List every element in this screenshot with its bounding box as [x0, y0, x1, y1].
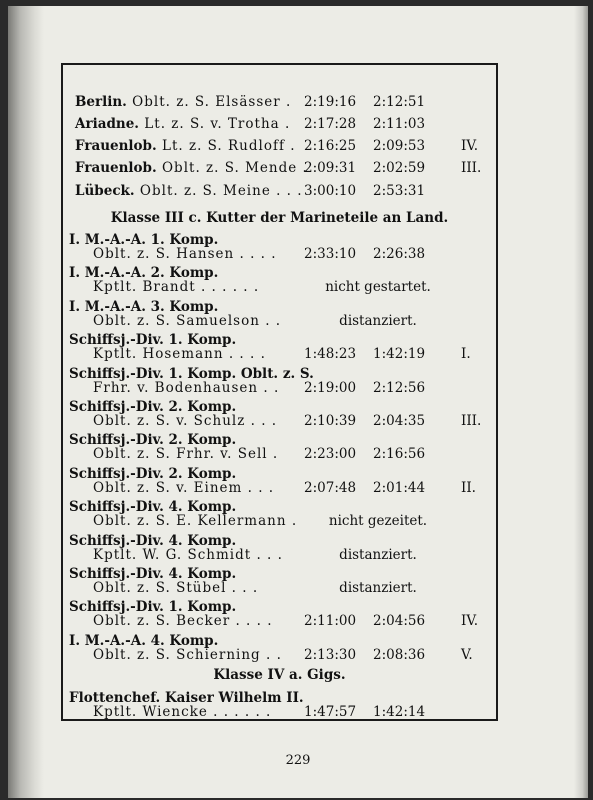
entry-3c-officer: Frhr. v. Bodenhausen . . — [93, 379, 280, 396]
team-name: Ariadne. — [75, 116, 140, 132]
entry-4a-officer: Kptlt. Wiencke . . . . . . — [93, 704, 272, 720]
result-status: distanziert. — [339, 546, 417, 563]
elapsed-time: 2:33:10 — [304, 246, 357, 262]
entry-3c-officer: Oblt. z. S. v. Einem . . . — [93, 479, 275, 496]
entry-3c-team: Schiffsj.-Div. 2. Komp. — [69, 432, 237, 449]
corrected-time: 2:09:53 — [373, 138, 426, 154]
entry-3c-team: Schiffsj.-Div. 1. Komp. — [69, 599, 237, 616]
book-page — [8, 6, 588, 798]
corrected-time: 2:04:35 — [373, 413, 426, 429]
elapsed-time: 2:09:31 — [304, 160, 357, 176]
corrected-time: 2:26:38 — [373, 246, 426, 262]
placing: II. — [461, 479, 476, 496]
results-frame — [61, 63, 498, 721]
placing: III. — [461, 160, 482, 176]
page-number: 229 — [285, 753, 311, 768]
result-row — [75, 183, 303, 199]
officer-name: Oblt. z. S. Mende . — [156, 160, 308, 176]
entry-3c-officer: Kptlt. W. G. Schmidt . . . — [93, 546, 283, 563]
section-heading-3c: Klasse III c. Kutter der Marineteile an Land. — [110, 210, 449, 226]
placing: V. — [461, 646, 473, 663]
elapsed-time: 2:17:28 — [304, 116, 357, 132]
team-name: Lübeck. — [75, 183, 135, 199]
entry-3c-team: Schiffsj.-Div. 4. Komp. — [69, 566, 237, 582]
placing: IV. — [461, 138, 479, 154]
entry-3c-officer: Oblt. z. S. Frhr. v. Sell . — [93, 446, 279, 463]
corrected-time: 2:11:03 — [373, 116, 426, 132]
elapsed-time: 2:07:48 — [304, 479, 357, 496]
elapsed-time: 2:19:16 — [304, 94, 357, 110]
entry-3c-team: I. M.-A.-A. 2. Komp. — [69, 265, 219, 282]
elapsed-time: 2:13:30 — [304, 646, 357, 663]
result-row — [75, 94, 291, 110]
corrected-time: 1:42:14 — [373, 704, 426, 720]
placing: I. — [461, 346, 471, 363]
result-status: nicht gestartet. — [325, 279, 431, 296]
corrected-time: 2:12:51 — [373, 94, 426, 110]
section-heading-4a: Klasse IV a. Gigs. — [213, 667, 346, 683]
officer-name: Lt. z. S. Rudloff . — [156, 138, 296, 154]
elapsed-time: 1:47:57 — [304, 704, 357, 720]
elapsed-time: 2:10:39 — [304, 413, 357, 429]
team-name: Berlin. — [75, 94, 127, 110]
entry-3c-officer: Kptlt. Hosemann . . . . — [93, 346, 266, 363]
elapsed-time: 2:19:00 — [304, 379, 357, 396]
entry-3c-officer: Oblt. z. S. E. Kellermann . — [93, 513, 298, 530]
result-row — [75, 160, 308, 176]
corrected-time: 2:04:56 — [373, 613, 426, 630]
page-edge — [574, 6, 588, 798]
corrected-time: 1:42:19 — [373, 346, 426, 363]
entry-3c-team: Schiffsj.-Div. 2. Komp. — [69, 399, 237, 415]
entry-3c-officer: Oblt. z. S. Becker . . . . — [93, 613, 273, 630]
page-gutter — [8, 6, 44, 798]
placing: IV. — [461, 613, 479, 630]
placing: III. — [461, 413, 482, 429]
entry-3c-officer: Oblt. z. S. Stübel . . . — [93, 580, 259, 596]
elapsed-time: 2:11:00 — [304, 613, 357, 630]
elapsed-time: 3:00:10 — [304, 183, 357, 199]
entry-3c-team: Schiffsj.-Div. 2. Komp. — [69, 465, 237, 482]
result-status: distanziert. — [339, 312, 417, 329]
corrected-time: 2:01:44 — [373, 479, 426, 496]
entry-3c-officer: Kptlt. Brandt . . . . . . — [93, 279, 260, 296]
officer-name: Oblt. z. S. Meine . . . — [134, 183, 303, 199]
entry-3c-team: Schiffsj.-Div. 1. Komp. Oblt. z. S. — [69, 365, 314, 382]
entry-3c-team: I. M.-A.-A. 3. Komp. — [69, 298, 219, 315]
officer-name: Oblt. z. S. Elsässer . — [126, 94, 292, 110]
entry-3c-team: Schiffsj.-Div. 1. Komp. — [69, 332, 237, 349]
corrected-time: 2:53:31 — [373, 183, 426, 199]
entry-3c-team: I. M.-A.-A. 1. Komp. — [69, 232, 219, 248]
result-status: nicht gezeitet. — [328, 513, 428, 530]
entry-3c-team: I. M.-A.-A. 4. Komp. — [69, 632, 219, 649]
corrected-time: 2:02:59 — [373, 160, 426, 176]
entry-3c-team: Schiffsj.-Div. 4. Komp. — [69, 532, 237, 549]
elapsed-time: 1:48:23 — [304, 346, 357, 363]
result-row — [75, 116, 290, 132]
result-row — [75, 138, 296, 154]
entry-4a-team: Flottenchef. Kaiser Wilhelm II. — [69, 690, 304, 706]
elapsed-time: 2:23:00 — [304, 446, 357, 463]
entry-3c-officer: Oblt. z. S. Hansen . . . . — [93, 246, 277, 262]
elapsed-time: 2:16:25 — [304, 138, 357, 154]
entry-3c-officer: Oblt. z. S. v. Schulz . . . — [93, 413, 278, 429]
team-name: Frauenlob. — [75, 160, 157, 176]
corrected-time: 2:12:56 — [373, 379, 426, 396]
corrected-time: 2:16:56 — [373, 446, 426, 463]
entry-3c-officer: Oblt. z. S. Schierning . . — [93, 646, 282, 663]
corrected-time: 2:08:36 — [373, 646, 426, 663]
entry-3c-team: Schiffsj.-Div. 4. Komp. — [69, 499, 237, 516]
team-name: Frauenlob. — [75, 138, 157, 154]
entry-3c-officer: Oblt. z. S. Samuelson . . — [93, 312, 282, 329]
officer-name: Lt. z. S. v. Trotha . — [139, 116, 291, 132]
result-status: distanziert. — [339, 580, 417, 596]
